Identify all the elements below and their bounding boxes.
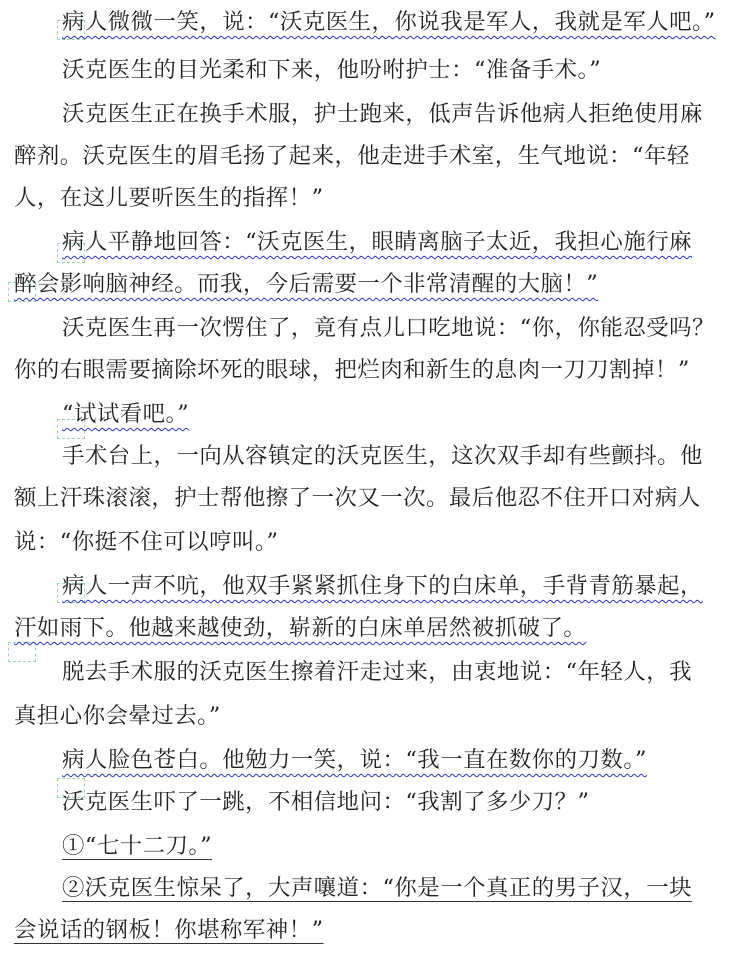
text-line: 沃克医生的目光柔和下来，他吩咐护士：“准备手术。” — [62, 57, 602, 83]
text-line: 病人一声不吭，他双手紧紧抓住身下的白床单，手背青筋暴起， — [62, 573, 703, 599]
text-line: 病人脸色苍白。他勉力一笑，说：“我一直在数你的刀数。” — [62, 747, 647, 773]
text-line: 醉剂。沃克医生的眉毛扬了起来，他走进手术室，生气地说：“年轻 — [14, 143, 690, 169]
text-line: 说：“你挺不住可以哼叫。” — [14, 529, 279, 555]
text-line: “试试看吧。” — [62, 401, 190, 427]
text-line: ②沃克医生惊呆了，大声嚷道：“你是一个真正的男子汉，一块 — [62, 875, 692, 901]
text-line: 手术台上，一向从容镇定的沃克医生，这次双手却有些颤抖。他 — [62, 443, 703, 469]
text-line: ①“七十二刀。” — [62, 833, 213, 859]
text-line: 真担心你会晕过去。” — [14, 703, 221, 729]
text-line: 沃克医生吓了一跳，不相信地问：“我割了多少刀？” — [62, 789, 590, 815]
text-line: 会说话的钢板！你堪称军神！” — [14, 917, 324, 943]
text-line: 汗如雨下。他越来越使劲，崭新的白床单居然被抓破了。 — [14, 615, 587, 641]
text-line: 脱去手术服的沃克医生擦着汗走过来，由衷地说：“年轻人，我 — [62, 659, 692, 685]
text-line: 你的右眼需要摘除坏死的眼球，把烂肉和新生的息肉一刀刀割掉！” — [14, 357, 690, 383]
text-line: 醉会影响脑神经。而我，今后需要一个非常清醒的大脑！” — [14, 271, 599, 297]
text-line: 人，在这儿要听医生的指挥！” — [14, 185, 324, 211]
text-line: 病人平静地回答：“沃克医生，眼睛离脑子太近，我担心施行麻 — [62, 229, 692, 255]
text-line: 沃克医生正在换手术服，护士跑来，低声告诉他病人拒绝使用麻 — [62, 101, 703, 127]
text-line: 病人微微一笑，说：“沃克医生，你说我是军人，我就是军人吧。” — [62, 9, 716, 35]
text-line: 沃克医生再一次愣住了，竟有点儿口吃地说：“你，你能忍受吗？ — [62, 315, 715, 341]
annotation-mark — [8, 642, 36, 662]
text-line: 额上汗珠滚滚，护士帮他擦了一次又一次。最后他忍不住开口对病人 — [14, 485, 701, 511]
